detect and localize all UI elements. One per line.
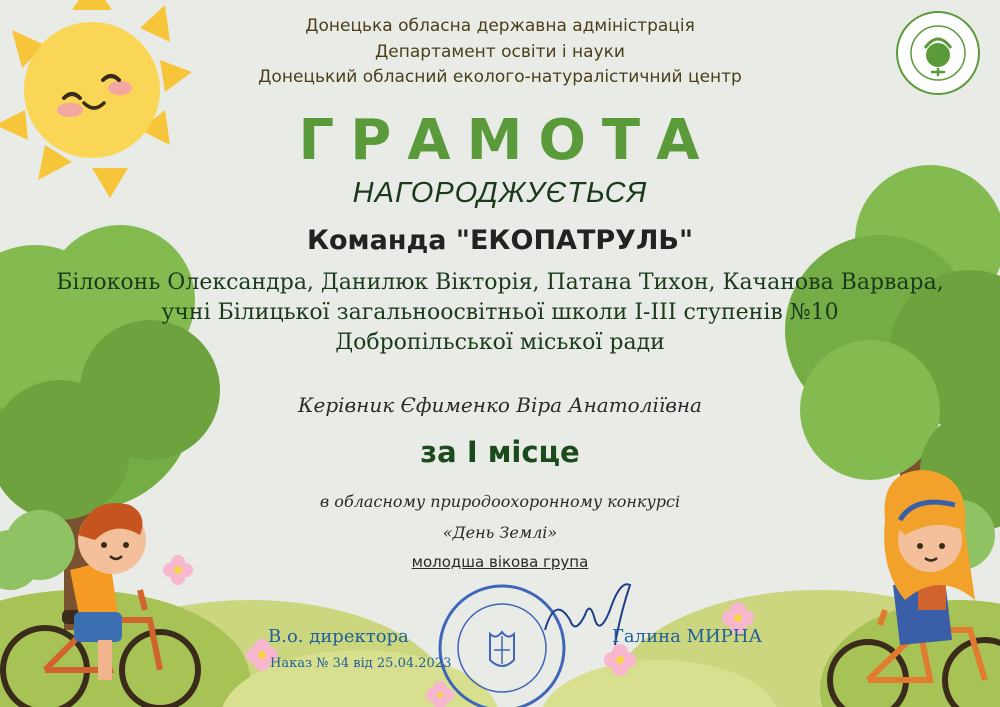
- team-name: Команда "ЕКОПАТРУЛЬ": [306, 225, 694, 256]
- team-leader: Керівник Єфименко Віра Анатоліївна: [298, 393, 702, 417]
- award-place: за І місце: [420, 435, 580, 469]
- organization-line-2: Департамент освіти і науки: [375, 42, 625, 62]
- members-line-3: Добропільської міської ради: [335, 330, 665, 355]
- members-line-2: учні Білицької загальноосвітньої школи І-ІІІ ступенів №10: [161, 300, 839, 325]
- director-position: В.о. директора: [268, 626, 409, 647]
- members-line-1: Білоконь Олександра, Данилюк Вікторія, Патана Тихон, Качанова Варвара,: [56, 270, 944, 295]
- organization-line-1: Донецька обласна державна адміністрація: [305, 16, 695, 36]
- director-name: Галина МИРНА: [612, 626, 763, 647]
- contest-description: в обласному природоохоронному конкурсі: [319, 492, 681, 511]
- order-reference: Наказ № 34 від 25.04.2023: [270, 656, 452, 671]
- certificate-title: ГРАМОТА: [298, 108, 716, 173]
- team-members: [0, 268, 1000, 358]
- age-group: молодша вікова група: [411, 553, 589, 571]
- organization-line-3: Донецький обласний еколого-натуралістичний центр: [258, 67, 742, 87]
- awarded-heading: НАГОРОДЖУЄТЬСЯ: [352, 177, 648, 209]
- contest-name: «День Землі»: [442, 523, 558, 542]
